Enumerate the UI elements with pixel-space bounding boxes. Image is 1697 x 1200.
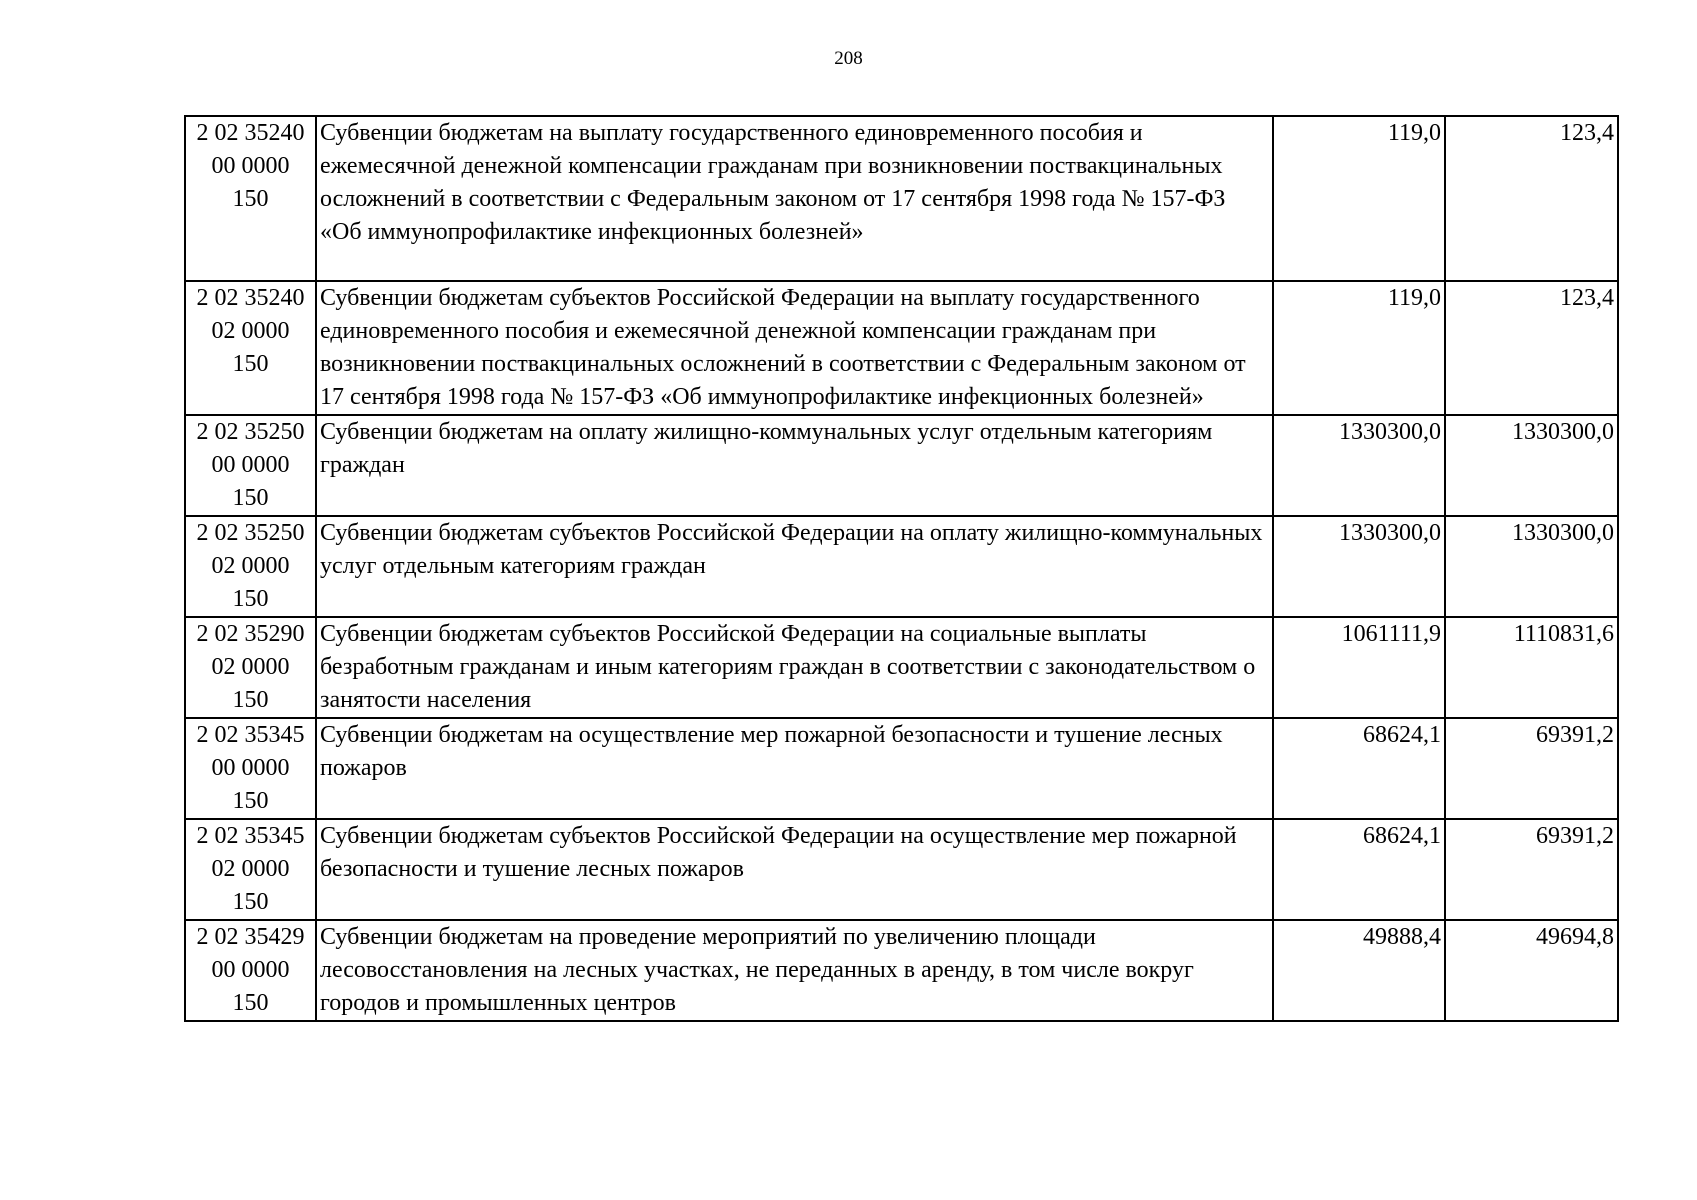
budget-code-cell xyxy=(185,718,316,819)
income-name-cell: Субвенции бюджетам субъектов Российской Федерации на выплату государственного единовременного пособия и ежемесячной денежной компенсации гражданам при возникновении поствакцинальных осложнений в соответствии с Федеральным законом от 17 сентября 1998 года № 157-ФЗ «Об иммунопрофилактике инфекционных болезней» xyxy=(316,281,1273,415)
code-line: 150 xyxy=(232,485,269,511)
amount-cell-year-1: 119,0 xyxy=(1273,116,1445,281)
code-line: 2 02 35250 xyxy=(196,520,305,546)
amount-cell-year-2: 1330300,0 xyxy=(1445,516,1618,617)
code-line: 150 xyxy=(232,990,269,1016)
table-row xyxy=(185,920,1618,1021)
table-row xyxy=(185,116,1618,281)
code-line: 02 0000 xyxy=(211,856,290,882)
code-line: 00 0000 xyxy=(211,957,290,983)
code-line: 00 0000 xyxy=(211,452,290,478)
amount-cell-year-2: 1330300,0 xyxy=(1445,415,1618,516)
amount-cell-year-1: 68624,1 xyxy=(1273,718,1445,819)
income-name-cell: Субвенции бюджетам субъектов Российской Федерации на осуществление мер пожарной безопасности и тушение лесных пожаров xyxy=(316,819,1273,920)
code-line: 2 02 35250 xyxy=(196,419,305,445)
amount-cell-year-1: 68624,1 xyxy=(1273,819,1445,920)
budget-code-cell xyxy=(185,281,316,415)
income-name-cell: Субвенции бюджетам субъектов Российской Федерации на оплату жилищно-коммунальных услуг отдельным категориям граждан xyxy=(316,516,1273,617)
amount-cell-year-2: 69391,2 xyxy=(1445,819,1618,920)
code-line: 150 xyxy=(232,687,269,713)
code-line: 2 02 35290 xyxy=(196,621,305,647)
income-name-cell: Субвенции бюджетам на осуществление мер пожарной безопасности и тушение лесных пожаров xyxy=(316,718,1273,819)
income-name-cell: Субвенции бюджетам субъектов Российской Федерации на социальные выплаты безработным гражданам и иным категориям граждан в соответствии с законодательством о занятости населения xyxy=(316,617,1273,718)
budget-code-cell xyxy=(185,920,316,1021)
income-name-cell: Субвенции бюджетам на проведение мероприятий по увеличению площади лесовосстановления на лесных участках, не переданных в аренду, в том числе вокруг городов и промышленных центров xyxy=(316,920,1273,1021)
code-line: 2 02 35345 xyxy=(196,823,305,849)
amount-cell-year-1: 49888,4 xyxy=(1273,920,1445,1021)
amount-cell-year-2: 49694,8 xyxy=(1445,920,1618,1021)
code-line: 150 xyxy=(232,889,269,915)
code-line: 02 0000 xyxy=(211,553,290,579)
amount-cell-year-2: 69391,2 xyxy=(1445,718,1618,819)
table-row xyxy=(185,415,1618,516)
income-name-cell: Субвенции бюджетам на оплату жилищно-коммунальных услуг отдельным категориям граждан xyxy=(316,415,1273,516)
code-line: 2 02 35429 xyxy=(196,924,305,950)
budget-code-cell xyxy=(185,819,316,920)
code-line: 150 xyxy=(232,788,269,814)
amount-cell-year-2: 123,4 xyxy=(1445,116,1618,281)
code-line: 2 02 35345 xyxy=(196,722,305,748)
amount-cell-year-1: 119,0 xyxy=(1273,281,1445,415)
amount-cell-year-1: 1330300,0 xyxy=(1273,415,1445,516)
table-row xyxy=(185,819,1618,920)
code-line: 150 xyxy=(232,586,269,612)
code-line: 02 0000 xyxy=(211,318,290,344)
budget-table xyxy=(184,115,1619,1022)
code-line: 00 0000 xyxy=(211,755,290,781)
amount-cell-year-1: 1061111,9 xyxy=(1273,617,1445,718)
income-name-cell: Субвенции бюджетам на выплату государственного единовременного пособия и ежемесячной денежной компенсации гражданам при возникновении поствакцинальных осложнений в соответствии с Федеральным законом от 17 сентября 1998 года № 157-ФЗ «Об иммунопрофилактике инфекционных болезней» xyxy=(316,116,1273,281)
amount-cell-year-2: 1110831,6 xyxy=(1445,617,1618,718)
code-line: 02 0000 xyxy=(211,654,290,680)
budget-code-cell xyxy=(185,516,316,617)
code-line: 2 02 35240 xyxy=(196,285,305,311)
table-row xyxy=(185,516,1618,617)
amount-cell-year-2: 123,4 xyxy=(1445,281,1618,415)
code-line: 150 xyxy=(232,186,269,212)
code-line: 00 0000 xyxy=(211,153,290,179)
budget-code-cell xyxy=(185,116,316,281)
table-row xyxy=(185,617,1618,718)
table-row xyxy=(185,718,1618,819)
amount-cell-year-1: 1330300,0 xyxy=(1273,516,1445,617)
code-line: 150 xyxy=(232,351,269,377)
budget-code-cell xyxy=(185,415,316,516)
code-line: 2 02 35240 xyxy=(196,120,305,146)
table-row xyxy=(185,281,1618,415)
budget-code-cell xyxy=(185,617,316,718)
page-number: 208 xyxy=(834,48,863,69)
